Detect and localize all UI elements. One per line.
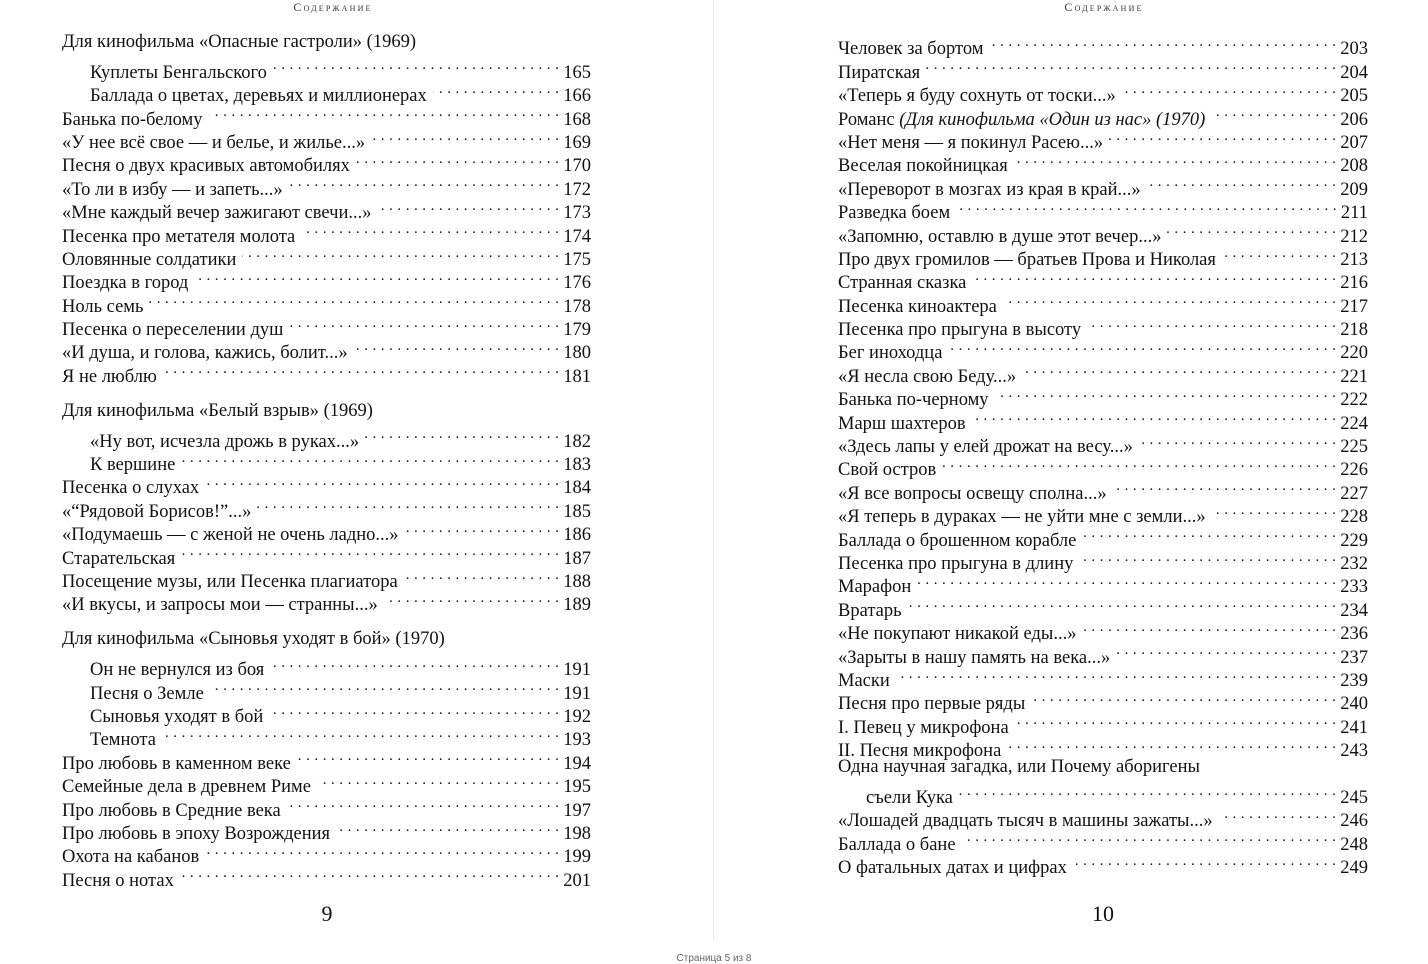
right-page xyxy=(716,0,1428,940)
section-heading: Для кинофильма «Белый взрыв» (1969) xyxy=(62,400,373,421)
toc-entry-title: Оловянные солдатики xyxy=(62,249,237,270)
dot-leader xyxy=(181,540,559,563)
toc-entry-page: 194 xyxy=(563,753,591,774)
toc-entry-title: К вершине xyxy=(90,455,176,476)
toc-entry-page: 233 xyxy=(1340,577,1368,598)
toc-entry xyxy=(838,569,1368,598)
dot-leader xyxy=(163,358,559,381)
toc-entry-title: Песенка про метателя молота xyxy=(62,226,296,247)
toc-entry-title: Семейные дела в древнем Риме xyxy=(62,777,311,798)
toc-entry-title: Веселая покойницкая xyxy=(838,156,1008,177)
toc-entry-page: 227 xyxy=(1340,483,1368,504)
toc-entry-page: 195 xyxy=(563,777,591,798)
toc-entry-page: 175 xyxy=(563,249,591,270)
toc-entry-title: I. Певец у микрофона xyxy=(838,717,1009,738)
toc-entry-page: 176 xyxy=(563,273,591,294)
toc-entry-page: 193 xyxy=(563,730,591,751)
toc-entry-title: Про любовь в эпоху Возрождения xyxy=(62,823,331,844)
dot-leader xyxy=(972,405,1337,428)
dot-leader xyxy=(404,564,560,587)
toc-entry-title: Про двух громилов — братьев Прова и Николая xyxy=(838,249,1216,270)
dot-leader xyxy=(433,78,559,101)
toc-entry-page: 216 xyxy=(1340,273,1368,294)
dot-leader xyxy=(1015,709,1337,732)
dot-leader xyxy=(269,699,559,722)
toc-entry-title: Романс (Для кинофильма «Один из нас» (1970) xyxy=(838,109,1206,130)
dot-leader xyxy=(181,447,559,470)
dot-leader xyxy=(371,125,559,148)
toc-entry-page: 179 xyxy=(563,320,591,341)
dot-leader xyxy=(972,265,1336,288)
toc-entry-title: Куплеты Бенгальского xyxy=(90,62,267,83)
toc-entry-title: Банька по-черному xyxy=(838,390,989,411)
page-indicator: Страница 5 из 8 xyxy=(676,953,752,964)
toc-entry-page: 218 xyxy=(1340,320,1368,341)
dot-leader xyxy=(301,218,559,241)
toc-entry-title-line: Одна научная загадка, или Почему аборигены xyxy=(838,757,1200,778)
dot-leader xyxy=(356,148,559,171)
toc-entry-page: 226 xyxy=(1340,460,1368,481)
running-head: Содержание xyxy=(293,0,373,14)
toc-entry-title: «Я теперь в дураках — не уйти мне с земли...» xyxy=(838,507,1206,528)
dot-leader xyxy=(1082,616,1336,639)
toc-entry-title: Песенка про прыгуна в длину xyxy=(838,553,1074,574)
toc-entry-title: Посещение музы, или Песенка плагиатора xyxy=(62,571,398,592)
toc-entry-title: Банька по-белому xyxy=(62,109,203,130)
toc-entry-title: Про любовь в каменном веке xyxy=(62,753,291,774)
dot-leader xyxy=(1113,475,1337,498)
dot-leader xyxy=(1167,218,1336,241)
dot-leader xyxy=(317,769,559,792)
toc-entry-title: Старательская xyxy=(62,548,176,569)
toc-entry-page: 191 xyxy=(563,683,591,704)
toc-entry-page: 212 xyxy=(1340,226,1368,247)
toc-entry-page: 180 xyxy=(563,343,591,364)
toc-entry-title: Песенка про прыгуна в высоту xyxy=(838,320,1082,341)
toc-entry-title: Свой остров xyxy=(838,460,937,481)
page-number: 9 xyxy=(321,901,333,926)
toc-entry-page: 187 xyxy=(563,548,591,569)
dot-leader xyxy=(1109,125,1336,148)
dot-leader xyxy=(377,195,559,218)
dot-leader xyxy=(273,54,559,77)
dot-leader xyxy=(989,31,1336,54)
dot-leader xyxy=(242,242,559,265)
table-of-contents-right xyxy=(838,31,1368,879)
toc-entry-title: Баллада о брошенном корабле xyxy=(838,530,1077,551)
dot-leader xyxy=(1147,171,1337,194)
dot-leader xyxy=(1082,522,1336,545)
toc-entry-title: «И душа, и голова, кажись, болит...» xyxy=(62,343,348,364)
toc-entry-page: 165 xyxy=(563,62,591,83)
toc-entry-title: Вратарь xyxy=(838,600,902,621)
toc-entry-page: 241 xyxy=(1340,717,1368,738)
dot-leader xyxy=(1211,101,1336,124)
toc-entry-title: «Не покупают никакой еды...» xyxy=(838,624,1077,645)
toc-entry-page: 209 xyxy=(1340,179,1368,200)
toc-entry-title: Маски xyxy=(838,670,890,691)
toc-entry-title: «Нет меня — я покинул Расею...» xyxy=(838,132,1104,153)
toc-entry-page: 203 xyxy=(1340,39,1368,60)
toc-entry xyxy=(838,686,1368,715)
toc-entry-title: Марафон xyxy=(838,577,912,598)
toc-entry-page: 191 xyxy=(563,660,591,681)
toc-entry-title: Пиратская xyxy=(838,62,921,83)
section-heading: Для кинофильма «Опасные гастроли» (1969) xyxy=(62,32,417,52)
dot-leader xyxy=(289,312,559,335)
toc-entry-title: «Я все вопросы освещу сполна...» xyxy=(838,483,1107,504)
toc-entry-page: 221 xyxy=(1340,366,1368,387)
toc-entry-page: 243 xyxy=(1340,741,1368,762)
toc-entry-title: Песенка о переселении душ xyxy=(62,320,284,341)
dot-leader xyxy=(257,493,559,516)
toc-entry-title: Марш шахтеров xyxy=(838,413,966,434)
toc-entry-title: «Мне каждый вечер зажигают свечи...» xyxy=(62,203,372,224)
toc-entry-title: Охота на кабанов xyxy=(62,847,200,868)
toc-entry-title: «Теперь я буду сохнуть от тоски...» xyxy=(838,86,1116,107)
toc-entry xyxy=(62,652,591,681)
toc-entry-title: съели Кука xyxy=(866,787,953,808)
toc-entry-page: 199 xyxy=(563,847,591,868)
dot-leader xyxy=(1222,242,1336,265)
toc-entry-title: Ноль семь xyxy=(62,296,144,317)
dot-leader xyxy=(995,382,1337,405)
toc-entry-page: 208 xyxy=(1340,156,1368,177)
toc-entry-page: 192 xyxy=(563,706,591,727)
toc-entry-title: «Подумаешь — с женой не очень ладно...» xyxy=(62,525,399,546)
toc-entry-title: «Здесь лапы у елей дрожат на весу...» xyxy=(838,437,1133,458)
dot-leader xyxy=(162,722,559,745)
dot-leader xyxy=(297,745,559,768)
dot-leader xyxy=(1122,78,1337,101)
toc-entry-title: Песня о нотах xyxy=(62,870,174,891)
dot-leader xyxy=(1212,499,1337,522)
toc-entry xyxy=(838,31,1368,60)
toc-entry-page: 185 xyxy=(563,501,591,522)
toc-entry-title: «То ли в избу — и запеть...» xyxy=(62,179,283,200)
toc-entry xyxy=(838,780,1368,808)
toc-entry-page: 166 xyxy=(563,86,591,107)
dot-leader xyxy=(205,470,559,493)
toc-entry-title: «“Рядовой Борисов!”...» xyxy=(62,501,252,522)
toc-entry-title: «Лошадей двадцать тысяч в машины зажаты...» xyxy=(838,811,1213,832)
dot-leader xyxy=(289,171,560,194)
toc-entry-page: 188 xyxy=(563,571,591,592)
dot-leader xyxy=(209,101,560,124)
toc-entry-title: Разведка боем xyxy=(838,203,951,224)
dot-leader xyxy=(210,675,559,698)
toc-entry xyxy=(62,423,591,452)
toc-entry-page: 237 xyxy=(1340,647,1368,668)
toc-entry-page: 205 xyxy=(1340,86,1368,107)
toc-entry-page: 174 xyxy=(563,226,591,247)
toc-entry-title: Человек за бортом xyxy=(838,39,984,60)
toc-entry-title: «Переворот в мозгах из края в край...» xyxy=(838,179,1141,200)
page-divider xyxy=(713,0,714,940)
toc-entry-page: 236 xyxy=(1340,624,1368,645)
left-page xyxy=(0,0,712,940)
toc-entry-title: «Я несла свою Беду...» xyxy=(838,366,1017,387)
toc-entry-page: 201 xyxy=(563,870,591,891)
dot-leader xyxy=(336,816,559,839)
toc-entry-title: Бег иноходца xyxy=(838,343,943,364)
toc-entry-page: 225 xyxy=(1340,437,1368,458)
dot-leader xyxy=(384,587,560,610)
toc-entry-title: Я не люблю xyxy=(62,366,157,387)
toc-entry-page: 207 xyxy=(1340,132,1368,153)
toc-entry-title: Песенка о слухах xyxy=(62,478,200,499)
dot-leader xyxy=(1116,639,1336,662)
toc-entry-page: 222 xyxy=(1340,390,1368,411)
toc-entry-page: 198 xyxy=(563,823,591,844)
toc-entry-title: II. Песня микрофона xyxy=(838,741,1002,762)
table-of-contents-left xyxy=(62,31,591,891)
toc-entry-title: Про любовь в Средние века xyxy=(62,800,281,821)
dot-leader xyxy=(1219,803,1337,826)
dot-leader xyxy=(1007,733,1336,756)
toc-entry-page: 173 xyxy=(563,203,591,224)
toc-entry-page: 228 xyxy=(1340,507,1368,528)
toc-entry-page: 170 xyxy=(563,156,591,177)
toc-entry-title: Песня о Земле xyxy=(90,683,204,704)
toc-entry-page: 246 xyxy=(1340,811,1368,832)
dot-leader xyxy=(896,663,1336,686)
dot-leader xyxy=(1003,288,1336,311)
toc-entry-page: 206 xyxy=(1340,109,1368,130)
toc-entry-page: 229 xyxy=(1340,530,1368,551)
dot-leader xyxy=(1073,850,1336,873)
toc-entry-title: «И вкусы, и запросы мои — странны...» xyxy=(62,595,378,616)
toc-entry-page: 239 xyxy=(1340,670,1368,691)
toc-entry-page: 169 xyxy=(563,132,591,153)
dot-leader xyxy=(180,862,559,885)
running-head: Содержание xyxy=(1064,0,1144,14)
dot-leader xyxy=(908,592,1337,615)
toc-entry-page: 182 xyxy=(563,431,591,452)
toc-entry-page: 184 xyxy=(563,478,591,499)
dot-leader xyxy=(959,780,1336,803)
toc-entry-title: «Зарыты в нашу память на века...» xyxy=(838,647,1111,668)
toc-entry-page: 168 xyxy=(563,109,591,130)
dot-leader xyxy=(942,452,1336,475)
toc-entry-title: Песенка киноактера xyxy=(838,296,997,317)
toc-entry-page: 234 xyxy=(1340,600,1368,621)
page-number: 10 xyxy=(1092,901,1114,926)
toc-entry-page: 240 xyxy=(1340,694,1368,715)
toc-entry-page: 245 xyxy=(1340,787,1368,808)
toc-entry-page: 178 xyxy=(563,296,591,317)
toc-entry-page: 197 xyxy=(563,800,591,821)
dot-leader xyxy=(405,517,560,540)
toc-entry-title: Сыновья уходят в бой xyxy=(90,706,264,727)
toc-entry xyxy=(62,54,591,83)
toc-entry-title: Темнота xyxy=(90,730,156,751)
toc-entry-page: 172 xyxy=(563,179,591,200)
toc-entry-page: 249 xyxy=(1340,858,1368,879)
dot-leader xyxy=(917,569,1336,592)
toc-entry-page: 181 xyxy=(563,366,591,387)
toc-entry-page: 213 xyxy=(1340,249,1368,270)
toc-entry xyxy=(838,616,1368,645)
dot-leader xyxy=(948,335,1336,358)
toc-entry-title: «Запомню, оставлю в душе этот вечер...» xyxy=(838,226,1162,247)
toc-entry-note: (Для кинофильма «Один из нас» (1970) xyxy=(899,109,1206,130)
dot-leader xyxy=(194,265,559,288)
dot-leader xyxy=(1022,358,1336,381)
toc-entry-title: Баллада о бане xyxy=(838,834,956,855)
dot-leader xyxy=(1079,546,1336,569)
dot-leader xyxy=(365,423,559,446)
dot-leader xyxy=(1031,686,1336,709)
toc-entry-page: 204 xyxy=(1340,62,1368,83)
toc-entry-title: Песня про первые ряды xyxy=(838,694,1026,715)
section-heading: Для кинофильма «Сыновья уходят в бой» (1970) xyxy=(62,629,445,650)
toc-entry-page: 183 xyxy=(563,455,591,476)
toc-entry-title: «Ну вот, исчезла дрожь в руках...» xyxy=(90,431,360,452)
toc-entry-page: 248 xyxy=(1340,834,1368,855)
toc-entry-page: 186 xyxy=(563,525,591,546)
dot-leader xyxy=(287,792,560,815)
dot-leader xyxy=(1087,312,1336,335)
toc-entry-title: «У нее всё свое — и белье, и жилье...» xyxy=(62,132,366,153)
toc-entry-page: 224 xyxy=(1340,413,1368,434)
toc-entry-title: Песня о двух красивых автомобилях xyxy=(62,156,350,177)
toc-entry-page: 189 xyxy=(563,595,591,616)
toc-entry-title: Поездка в город xyxy=(62,273,189,294)
toc-entry-title: Странная сказка xyxy=(838,273,967,294)
toc-entry xyxy=(838,663,1368,691)
toc-entry-page: 217 xyxy=(1340,296,1368,317)
dot-leader xyxy=(205,839,559,862)
dot-leader xyxy=(354,335,560,358)
dot-leader xyxy=(962,826,1337,849)
dot-leader xyxy=(926,54,1336,77)
dot-leader xyxy=(1139,429,1336,452)
toc-entry-title: О фатальных датах и цифрах xyxy=(838,858,1067,879)
dot-leader xyxy=(270,652,559,675)
toc-entry-page: 220 xyxy=(1340,343,1368,364)
toc-entry xyxy=(838,592,1368,621)
dot-leader xyxy=(956,195,1337,218)
toc-entry-title: Баллада о цветах, деревьях и миллионерах xyxy=(90,86,427,107)
dot-leader xyxy=(149,288,559,311)
toc-entry-page: 232 xyxy=(1340,553,1368,574)
dot-leader xyxy=(1014,148,1337,171)
toc-entry-title: Он не вернулся из боя xyxy=(90,660,265,681)
toc-entry-page: 211 xyxy=(1340,203,1368,224)
